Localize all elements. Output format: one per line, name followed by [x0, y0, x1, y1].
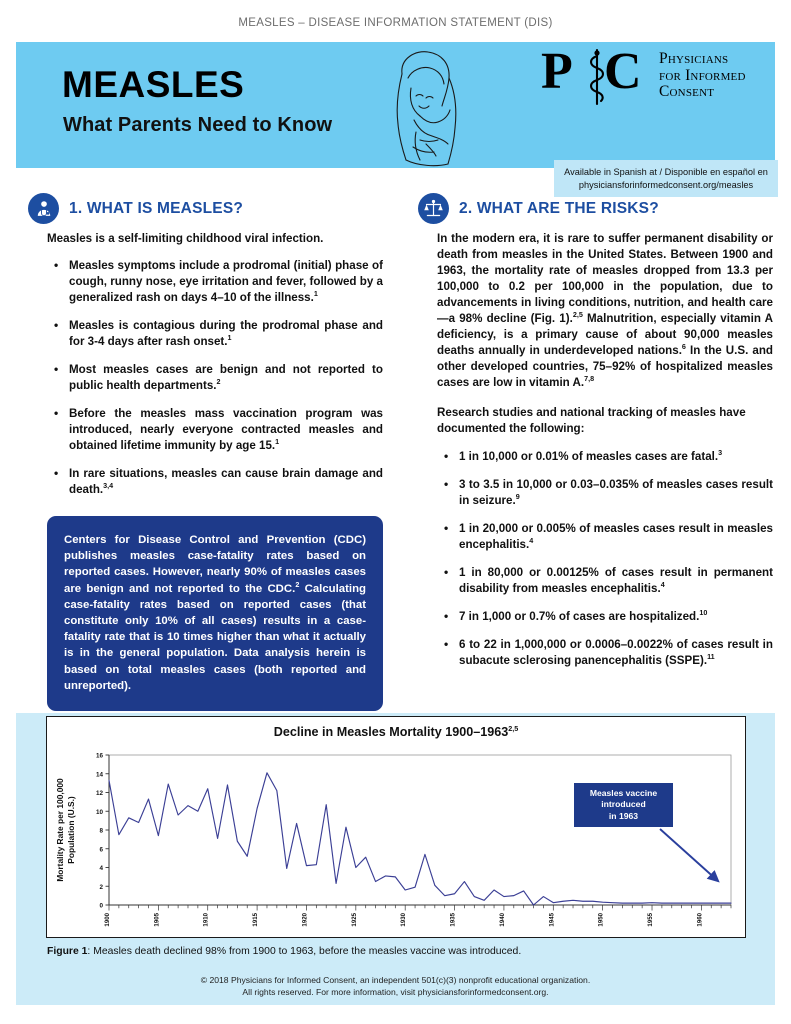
mother-and-child-illustration	[356, 48, 491, 168]
section-header-2	[418, 193, 659, 224]
svg-text:1905: 1905	[153, 913, 161, 927]
figure-caption-text: : Measles death declined 98% from 1900 to 1963, before the measles vaccine was introduced.	[87, 946, 522, 957]
para-part-a: In the modern era, it is rare to suffer permanent disability or death from measles in the United States. Between 1900 and 1963, the mortality rate of measles dropped from 13.3 per 100,000 to 0.2 per 100,000 in the population, due to advancements in living conditions, nutrition, and health care—a 98% decline (Fig. 1).	[437, 232, 773, 325]
svg-text:6: 6	[99, 846, 103, 854]
reference-marker: 1	[275, 437, 280, 447]
svg-text:1900: 1900	[104, 913, 111, 927]
bullet-text: 7 in 1,000 or 0.7% of cases are hospitalized.	[459, 610, 700, 623]
logo-wordmark	[659, 51, 746, 101]
cdc-callout-box	[47, 516, 383, 711]
section-1-lead: Measles is a self-limiting childhood viral infection.	[47, 232, 324, 245]
svg-text:1920: 1920	[301, 913, 309, 927]
logo-letter-c: C	[604, 43, 642, 100]
section-header-1	[28, 193, 243, 224]
svg-text:10: 10	[95, 808, 103, 816]
logo-word-line-2: for Informed	[659, 66, 746, 84]
reference-marker: 9	[515, 492, 520, 502]
bullet-text: Before the measles mass vaccination program was introduced, nearly everyone contracted measles and obtained lifetime immunity by age 15.	[69, 407, 383, 452]
svg-text:1940: 1940	[498, 913, 506, 927]
page-footer	[16, 975, 775, 998]
section-2-lead: Research studies and national tracking of measles have documented the following:	[437, 406, 746, 435]
bullet-text: 1 in 10,000 or 0.01% of measles cases are fatal.	[459, 450, 719, 463]
annotation-arrow-icon	[656, 825, 736, 895]
svg-text:1950: 1950	[597, 913, 605, 927]
scales-of-justice-icon	[418, 193, 449, 224]
svg-text:1910: 1910	[202, 913, 210, 927]
bullet-text: Measles is contagious during the prodromal phase and for 3-4 days after rash onset.	[69, 319, 383, 348]
reference-marker: 1	[227, 333, 232, 343]
svg-text:1960: 1960	[696, 913, 704, 927]
reference-marker: 11	[707, 652, 715, 662]
pic-logo	[541, 43, 771, 110]
figure-caption-label: Figure 1	[47, 946, 88, 957]
section-1-bullet-list	[47, 258, 383, 498]
list-item	[437, 565, 773, 597]
list-item	[47, 258, 383, 306]
figure-panel	[16, 713, 775, 1005]
vaccine-annotation-callout	[574, 783, 673, 827]
bullet-text: 6 to 22 in 1,000,000 or 0.0006–0.0022% of cases result in subacute sclerosing panencephalitis (SSPE).	[459, 638, 773, 667]
svg-text:2: 2	[99, 883, 103, 891]
logo-word-line-3: Consent	[659, 83, 715, 100]
reference-marker: 4	[529, 536, 534, 546]
spanish-line-1: Available in Spanish at / Disponible en español en	[564, 166, 768, 177]
bullet-text: In rare situations, measles can cause brain damage and death.	[69, 467, 383, 496]
svg-text:1915: 1915	[252, 913, 260, 927]
svg-text:16: 16	[95, 752, 103, 760]
reference-marker: 7,8	[584, 374, 595, 384]
callout-text-b: Calculating case-fatality rates based on reported cases (that constitute only 10% of all cases) results in a case-fatality rate that is 10 times higher than what it actually is in the general population. Data analysis herein is based on total measles cases (both reported and unreported).	[64, 582, 366, 692]
para-part-b: Malnutrition, especially vitamin A deficiency, is a primary cause of about 90,000 measles deaths annually in underdeveloped nations.	[437, 312, 774, 357]
reference-marker: 1	[313, 289, 318, 299]
footer-line-1: © 2018 Physicians for Informed Consent, an independent 501(c)(3) nonprofit educational organization.	[200, 975, 591, 985]
list-item	[437, 449, 773, 465]
bullet-text: Most measles cases are benign and not reported to public health departments.	[69, 363, 383, 392]
svg-text:0: 0	[99, 902, 103, 910]
list-item	[47, 466, 383, 498]
header-banner	[16, 42, 775, 190]
para-part-c: In the U.S. and other developed countries, 75–92% of hospitalized measles cases are low in vitamin A.	[437, 344, 773, 389]
logo-letter-p: P	[541, 43, 573, 100]
svg-text:1925: 1925	[350, 913, 358, 927]
reference-marker: 3,4	[103, 481, 114, 491]
spanish-availability-box	[554, 160, 778, 197]
bullet-text: Measles symptoms include a prodromal (initial) phase of cough, runny nose, eye irritation and fever, followed by a generalized rash on days 4–10 of the illness.	[69, 259, 383, 304]
callout-text-a: Centers for Disease Control and Prevention (CDC) publishes measles case-fatality rates based on reported cases. However, nearly 90% of measles cases are benign and not reported to the CDC.	[64, 534, 366, 595]
figure-caption	[47, 946, 521, 957]
svg-text:4: 4	[99, 865, 103, 873]
svg-text:1955: 1955	[647, 913, 655, 927]
annotation-line-3: in 1963	[608, 810, 639, 821]
right-column	[437, 231, 773, 681]
left-column	[47, 231, 383, 510]
reference-marker: 6	[681, 342, 686, 352]
callout-paragraph	[64, 532, 366, 694]
bullet-text: 1 in 80,000 or 0.00125% of cases result in permanent disability from measles encephalitis.	[459, 566, 773, 595]
bullet-text: 1 in 20,000 or 0.005% of measles cases result in measles encephalitis.	[459, 522, 773, 551]
document-strap: MEASLES – DISEASE INFORMATION STATEMENT (DIS)	[238, 17, 553, 29]
section-1-title: 1. WHAT IS MEASLES?	[69, 199, 244, 217]
list-item	[47, 406, 383, 454]
svg-text:12: 12	[95, 790, 103, 798]
list-item	[437, 637, 773, 669]
doctor-stethoscope-icon	[28, 193, 59, 224]
logo-word-line-1: Physicians	[659, 50, 729, 67]
svg-text:8: 8	[99, 827, 103, 835]
svg-text:1945: 1945	[548, 913, 556, 927]
page-title: MEASLES	[62, 64, 245, 105]
reference-marker: 4	[660, 580, 665, 590]
chart-title-text: Decline in Measles Mortality 1900–1963	[273, 725, 509, 739]
reference-marker: 3	[718, 448, 723, 458]
annotation-line-1: Measles vaccine	[589, 788, 658, 798]
annotation-line-2: introduced	[601, 799, 646, 810]
reference-marker: 2	[295, 579, 300, 589]
list-item	[437, 609, 773, 625]
reference-marker: 2,5	[508, 723, 519, 733]
chart-title	[47, 725, 745, 739]
page-subtitle: What Parents Need to Know	[63, 114, 333, 136]
reference-marker: 2	[216, 377, 221, 387]
section-2-bullet-list	[437, 449, 773, 669]
list-item	[47, 318, 383, 350]
svg-text:Mortality Rate per 100,000Popu: Mortality Rate per 100,000Population (U.S.)	[55, 778, 76, 882]
spanish-line-2: physiciansforinformedconsent.org/measles	[578, 179, 754, 190]
svg-text:1930: 1930	[400, 913, 408, 927]
section-2-title: 2. WHAT ARE THE RISKS?	[459, 199, 659, 217]
list-item	[437, 521, 773, 553]
reference-marker: 2,5	[572, 310, 583, 320]
svg-text:1935: 1935	[449, 913, 457, 927]
bullet-text: 3 to 3.5 in 10,000 or 0.03–0.035% of measles cases result in seizure.	[459, 478, 773, 507]
svg-text:14: 14	[95, 771, 103, 779]
footer-line-2: All rights reserved. For more information, visit physiciansforinformedconsent.org.	[242, 986, 549, 997]
section-2-paragraph	[437, 231, 773, 391]
list-item	[47, 362, 383, 394]
reference-marker: 10	[699, 608, 708, 618]
list-item	[437, 477, 773, 509]
